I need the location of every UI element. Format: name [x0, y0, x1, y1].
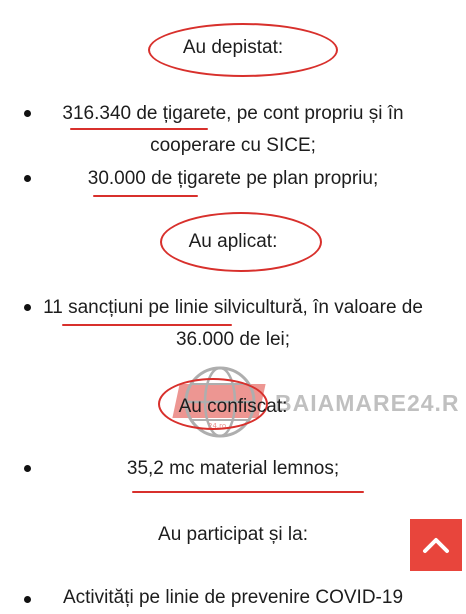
- annotation-underline: [62, 324, 232, 326]
- list-item-text: 11 sancțiuni pe linie silvicultură, în valoare de: [43, 297, 423, 318]
- annotation-underline: [93, 195, 198, 197]
- heading-aplicat: Au aplicat:: [188, 231, 278, 252]
- list-item-text: 36.000 de lei;: [175, 329, 291, 350]
- list-item-text: cooperare cu SICE;: [150, 135, 316, 156]
- list-item-text: 30.000 de țigarete pe plan propriu;: [87, 168, 379, 189]
- list-item-text: 35,2 mc material lemnos;: [126, 458, 340, 479]
- heading-participat: Au participat și la:: [158, 524, 308, 545]
- heading-confiscat: Au confiscat:: [178, 396, 288, 417]
- list-item-text: 316.340 de țigarete, pe cont propriu și în: [62, 103, 404, 124]
- scroll-to-top-button[interactable]: [410, 519, 462, 571]
- chevron-up-icon: [422, 535, 450, 555]
- annotation-underline: [132, 491, 364, 493]
- heading-depistat: Au depistat:: [182, 37, 284, 58]
- annotation-underline: [70, 128, 208, 130]
- list-item-text: Activități pe linie de prevenire COVID-19: [62, 587, 404, 608]
- watermark-text: BAIAMARE24.R: [275, 390, 460, 416]
- watermark-subtext: 24.ro: [208, 422, 227, 430]
